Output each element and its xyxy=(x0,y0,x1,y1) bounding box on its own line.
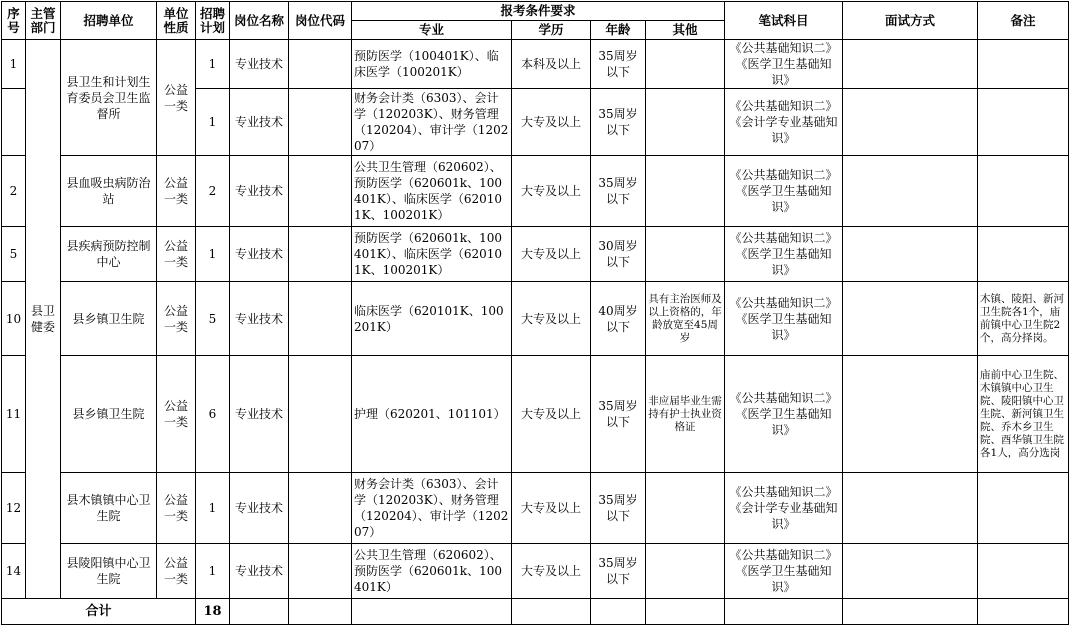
table-row xyxy=(2,356,1069,473)
cell-remark: 木镇、陵阳、新河卫生院各1个，庙前镇中心卫生院2个，高分择岗。 xyxy=(978,282,1069,356)
cell-other xyxy=(646,227,725,282)
total-value: 18 xyxy=(196,599,230,625)
cell-age: 30周岁以下 xyxy=(591,227,646,282)
cell-post-name: 专业技术 xyxy=(230,356,289,473)
cell-major: 预防医学（100401K）、临床医学（100201K） xyxy=(352,40,512,89)
cell-exam: 《公共基础知识二》《会计学专业基础知识》 xyxy=(725,89,843,156)
header-plan: 招聘计划 xyxy=(196,2,230,40)
header-post-code: 岗位代码 xyxy=(289,2,352,40)
cell-seq: 2 xyxy=(2,156,26,227)
cell-exam: 《公共基础知识二》《医学卫生基础知识》 xyxy=(725,156,843,227)
cell-seq: 1 xyxy=(2,40,26,89)
cell-post-name: 专业技术 xyxy=(230,544,289,599)
cell-other xyxy=(646,473,725,544)
cell-plan: 6 xyxy=(196,356,230,473)
cell-post-code xyxy=(289,156,352,227)
cell-post-name: 专业技术 xyxy=(230,227,289,282)
cell-remark xyxy=(978,40,1069,89)
cell-unit: 县木镇镇中心卫生院 xyxy=(61,473,157,544)
header-dept: 主管部门 xyxy=(26,2,61,40)
cell-other xyxy=(646,40,725,89)
cell-remark xyxy=(978,473,1069,544)
cell-remark xyxy=(978,156,1069,227)
cell-interview xyxy=(843,40,978,89)
cell-exam: 《公共基础知识二》《会计学专业基础知识》 xyxy=(725,473,843,544)
total-label: 合计 xyxy=(2,599,196,625)
total-empty-cell xyxy=(978,599,1069,625)
total-empty-cell xyxy=(843,599,978,625)
cell-other: 非应届毕业生需持有护士执业资格证 xyxy=(646,356,725,473)
cell-seq: 10 xyxy=(2,282,26,356)
header-requirements: 报考条件要求 xyxy=(352,2,725,21)
header-remark: 备注 xyxy=(978,2,1069,40)
total-empty-cell xyxy=(646,599,725,625)
total-empty-cell xyxy=(512,599,591,625)
cell-education: 大专及以上 xyxy=(512,282,591,356)
cell-nature: 公益一类 xyxy=(157,40,196,156)
cell-post-name: 专业技术 xyxy=(230,89,289,156)
cell-unit: 县卫生和计划生育委员会卫生监督所 xyxy=(61,40,157,156)
cell-remark: 庙前中心卫生院、木镇镇中心卫生院、陵阳镇中心卫生院、新河镇卫生院、乔木乡卫生院、酉华镇卫生院各1人，高分选岗 xyxy=(978,356,1069,473)
header-other: 其他 xyxy=(646,21,725,40)
cell-seq: 12 xyxy=(2,473,26,544)
cell-exam: 《公共基础知识二》《医学卫生基础知识》 xyxy=(725,282,843,356)
cell-post-name: 专业技术 xyxy=(230,473,289,544)
cell-interview xyxy=(843,227,978,282)
cell-post-code xyxy=(289,89,352,156)
cell-nature: 公益一类 xyxy=(157,282,196,356)
table-row xyxy=(2,156,1069,227)
cell-major: 预防医学（620601k、100401K）、临床医学（620101K、100201K） xyxy=(352,227,512,282)
cell-dept: 县卫健委 xyxy=(26,40,61,599)
cell-age: 35周岁以下 xyxy=(591,40,646,89)
header-education: 学历 xyxy=(512,21,591,40)
cell-other: 具有主治医师及以上资格的，年龄放宽至45周岁 xyxy=(646,282,725,356)
cell-education: 本科及以上 xyxy=(512,40,591,89)
cell-unit: 县陵阳镇中心卫生院 xyxy=(61,544,157,599)
header-interview: 面试方式 xyxy=(843,2,978,40)
cell-major: 公共卫生管理（620602）、预防医学（620601k、100401K） xyxy=(352,544,512,599)
recruitment-table xyxy=(1,1,1069,625)
cell-exam: 《公共基础知识二》《医学卫生基础知识》 xyxy=(725,227,843,282)
cell-interview xyxy=(843,473,978,544)
cell-education: 大专及以上 xyxy=(512,227,591,282)
cell-major: 护理（620201、101101） xyxy=(352,356,512,473)
cell-post-code xyxy=(289,40,352,89)
table-row xyxy=(2,282,1069,356)
cell-post-name: 专业技术 xyxy=(230,40,289,89)
cell-unit: 县乡镇卫生院 xyxy=(61,356,157,473)
cell-age: 35周岁以下 xyxy=(591,356,646,473)
cell-post-name: 专业技术 xyxy=(230,156,289,227)
header-major: 专业 xyxy=(352,21,512,40)
table-row xyxy=(2,544,1069,599)
cell-exam: 《公共基础知识二》《医学卫生基础知识》 xyxy=(725,40,843,89)
cell-other xyxy=(646,544,725,599)
cell-nature: 公益一类 xyxy=(157,156,196,227)
cell-major: 财务会计类（6303）、会计学（120203K）、财务管理（120204）、审计学（120207） xyxy=(352,473,512,544)
header-nature: 单位性质 xyxy=(157,2,196,40)
cell-age: 35周岁以下 xyxy=(591,156,646,227)
header-row-1 xyxy=(2,2,1069,21)
total-row xyxy=(2,599,1069,625)
cell-remark xyxy=(978,89,1069,156)
cell-nature: 公益一类 xyxy=(157,473,196,544)
cell-unit: 县血吸虫病防治站 xyxy=(61,156,157,227)
header-post-name: 岗位名称 xyxy=(230,2,289,40)
cell-post-code xyxy=(289,544,352,599)
total-empty-cell xyxy=(230,599,289,625)
cell-plan: 1 xyxy=(196,40,230,89)
cell-age: 35周岁以下 xyxy=(591,89,646,156)
cell-education: 大专及以上 xyxy=(512,156,591,227)
cell-education: 大专及以上 xyxy=(512,544,591,599)
cell-major: 临床医学（620101K、100201K） xyxy=(352,282,512,356)
total-empty-cell xyxy=(591,599,646,625)
cell-major: 公共卫生管理（620602）、预防医学（620601k、100401K）、临床医学（620101K、100201K） xyxy=(352,156,512,227)
cell-post-code xyxy=(289,473,352,544)
cell-age: 35周岁以下 xyxy=(591,473,646,544)
cell-post-code xyxy=(289,227,352,282)
cell-interview xyxy=(843,356,978,473)
cell-seq: 5 xyxy=(2,227,26,282)
cell-remark xyxy=(978,227,1069,282)
cell-major: 财务会计类（6303）、会计学（120203K）、财务管理（120204）、审计学（120207） xyxy=(352,89,512,156)
cell-age: 40周岁以下 xyxy=(591,282,646,356)
cell-interview xyxy=(843,89,978,156)
cell-education: 大专及以上 xyxy=(512,356,591,473)
cell-interview xyxy=(843,282,978,356)
table-row xyxy=(2,40,1069,89)
cell-exam: 《公共基础知识二》《医学卫生基础知识》 xyxy=(725,544,843,599)
cell-other xyxy=(646,89,725,156)
cell-post-name: 专业技术 xyxy=(230,282,289,356)
table-row xyxy=(2,473,1069,544)
cell-post-code xyxy=(289,356,352,473)
cell-seq: 11 xyxy=(2,356,26,473)
cell-remark xyxy=(978,544,1069,599)
header-exam: 笔试科目 xyxy=(725,2,843,40)
cell-seq: 14 xyxy=(2,544,26,599)
cell-plan: 1 xyxy=(196,89,230,156)
cell-interview xyxy=(843,156,978,227)
cell-unit: 县疾病预防控制中心 xyxy=(61,227,157,282)
cell-education: 大专及以上 xyxy=(512,89,591,156)
table-row xyxy=(2,227,1069,282)
header-unit: 招聘单位 xyxy=(61,2,157,40)
cell-nature: 公益一类 xyxy=(157,544,196,599)
cell-education: 大专及以上 xyxy=(512,473,591,544)
cell-plan: 1 xyxy=(196,227,230,282)
cell-unit: 县乡镇卫生院 xyxy=(61,282,157,356)
cell-nature: 公益一类 xyxy=(157,356,196,473)
total-empty-cell xyxy=(289,599,352,625)
cell-plan: 5 xyxy=(196,282,230,356)
cell-seq xyxy=(2,89,26,156)
cell-age: 35周岁以下 xyxy=(591,544,646,599)
cell-exam: 《公共基础知识二》《医学卫生基础知识》 xyxy=(725,356,843,473)
header-seq: 序号 xyxy=(2,2,26,40)
header-age: 年龄 xyxy=(591,21,646,40)
cell-plan: 1 xyxy=(196,544,230,599)
cell-nature: 公益一类 xyxy=(157,227,196,282)
cell-interview xyxy=(843,544,978,599)
cell-plan: 1 xyxy=(196,473,230,544)
total-empty-cell xyxy=(725,599,843,625)
cell-other xyxy=(646,156,725,227)
cell-plan: 2 xyxy=(196,156,230,227)
total-empty-cell xyxy=(352,599,512,625)
cell-post-code xyxy=(289,282,352,356)
